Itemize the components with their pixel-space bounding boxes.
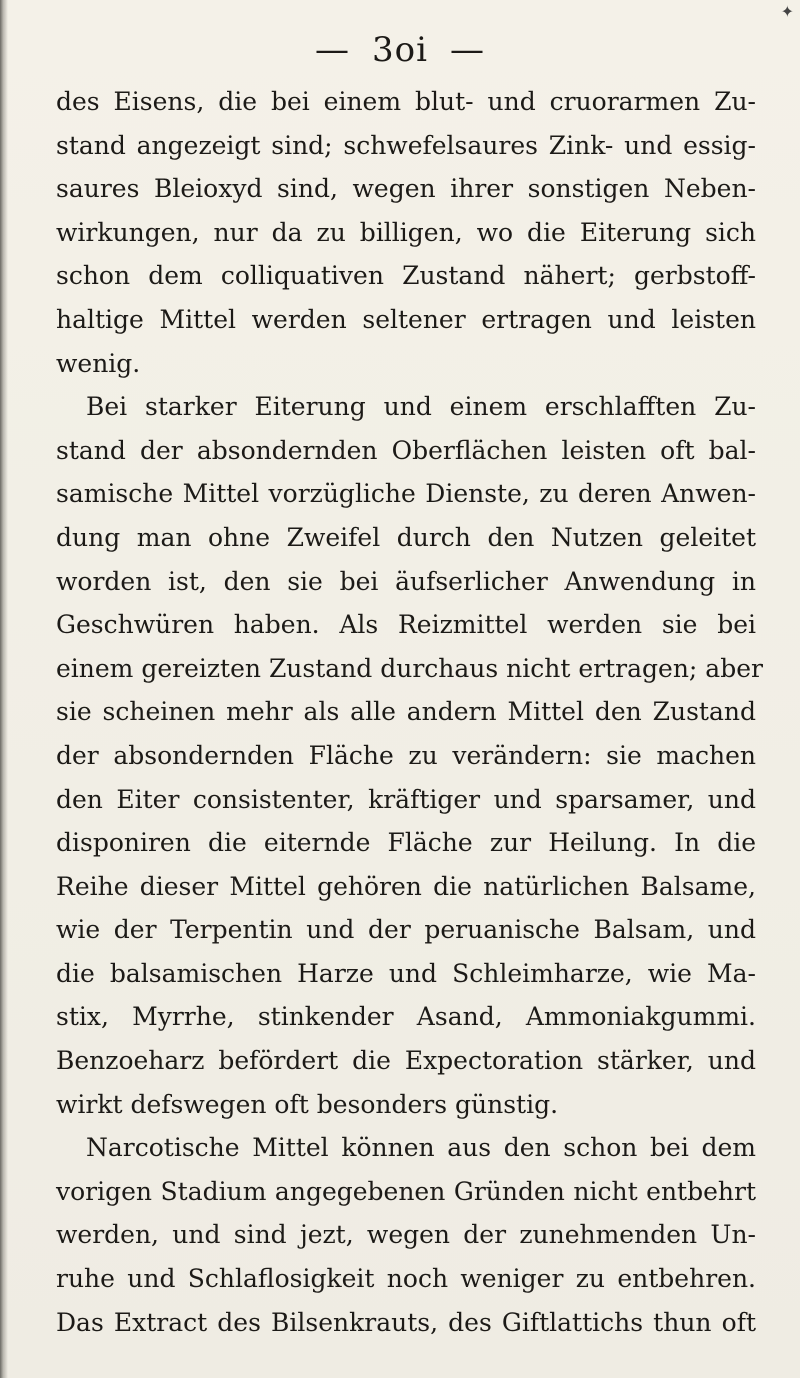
text-line: Das Extract des Bilsenkrauts, des Giftlattichs thun oft xyxy=(56,1307,756,1337)
text-line: schon dem colliquativen Zustand nähert; gerbstoff- xyxy=(56,261,756,291)
page-number: 3oi xyxy=(372,30,428,70)
text-line: haltige Mittel werden seltener ertragen und leisten xyxy=(56,304,756,334)
text-line: wirkungen, nur da zu billigen, wo die Eiterung sich xyxy=(56,217,756,247)
text-line: vorigen Stadium angegebenen Gründen nicht entbehrt xyxy=(56,1176,756,1206)
header-dash-left: — xyxy=(315,30,350,70)
text-line: saures Bleioxyd sind, wegen ihrer sonstigen Neben- xyxy=(56,174,756,204)
text-line: samische Mittel vorzügliche Dienste, zu deren Anwen- xyxy=(56,479,756,509)
corner-mark: ✦ xyxy=(780,2,794,21)
text-line: Geschwüren haben. Als Reizmittel werden sie bei xyxy=(56,610,756,640)
text-line: einem gereizten Zustand durchaus nicht ertragen; aber xyxy=(56,653,763,683)
page-gutter-shadow xyxy=(0,0,8,1378)
text-line: werden, und sind jezt, wegen der zunehmenden Un- xyxy=(56,1220,756,1250)
text-line: wenig. xyxy=(56,348,141,378)
text-line: wirkt defswegen oft besonders günstig. xyxy=(56,1089,559,1119)
text-line: stand angezeigt sind; schwefelsaures Zink- und essig- xyxy=(56,130,756,160)
text-line: Narcotische Mittel können aus den schon bei dem xyxy=(86,1133,756,1163)
text-line: den Eiter consistenter, kräftiger und sparsamer, und xyxy=(56,784,756,814)
text-line: Reihe dieser Mittel gehören die natürlichen Balsame, xyxy=(56,871,756,901)
text-line: disponiren die eiternde Fläche zur Heilung. In die xyxy=(56,828,756,858)
text-line: dung man ohne Zweifel durch den Nutzen geleitet xyxy=(56,522,756,552)
text-line: des Eisens, die bei einem blut- und cruorarmen Zu- xyxy=(56,87,756,116)
text-line: Benzoeharz befördert die Expectoration stärker, und xyxy=(56,1046,756,1076)
text-line: sie scheinen mehr als alle andern Mittel den Zustand xyxy=(56,697,756,727)
header-dash-right: — xyxy=(449,30,485,70)
text-line: Bei starker Eiterung und einem erschlafften Zu- xyxy=(86,392,756,422)
text-line: stand der absondernden Oberflächen leisten oft bal- xyxy=(56,435,756,465)
text-line: stix, Myrrhe, stinkender Asand, Ammoniakgummi. xyxy=(56,1002,756,1032)
text-line: worden ist, den sie bei äufserlicher Anwendung in xyxy=(56,566,756,596)
text-line: der absondernden Fläche zu verändern: sie machen xyxy=(56,740,756,770)
text-line: die balsamischen Harze und Schleimharze, wie Ma- xyxy=(56,958,756,988)
text-line: ruhe und Schlaflosigkeit noch weniger zu entbehren. xyxy=(56,1264,756,1294)
text-line: wie der Terpentin und der peruanische Balsam, und xyxy=(56,915,756,945)
body-text xyxy=(56,80,763,1344)
page-header xyxy=(0,30,800,70)
